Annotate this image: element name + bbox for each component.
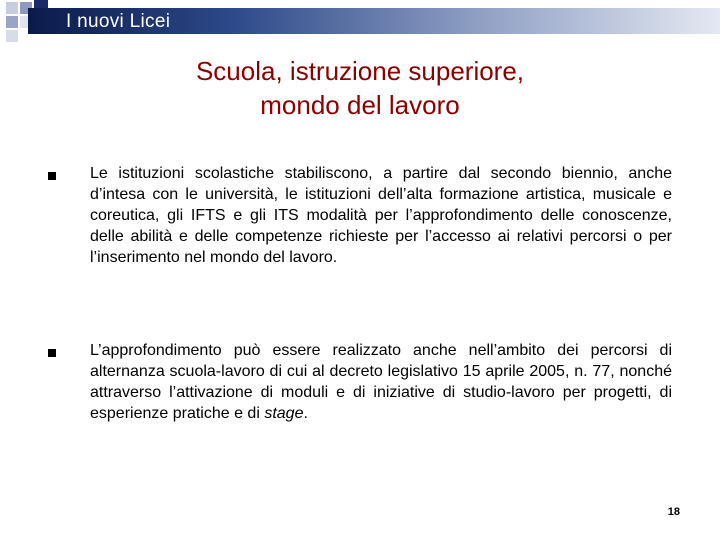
header-title: I nuovi Licei (66, 11, 171, 32)
page-number: 18 (667, 506, 680, 518)
bullet-item-2-italic: stage (264, 405, 304, 422)
bullet-item-2-text: L’approfondimento può essere realizzato anche nell’ambito dei percorsi di alternanza scuola-lavoro di cui al decreto legislativo 15 aprile 2005, n. 77, nonché attraverso l’attivazione di moduli e di iniziative di studio-lavoro per progetti, di esperienze pratiche e di (90, 342, 672, 422)
bullet-square-icon (48, 172, 56, 180)
bullet-square-icon (48, 349, 56, 357)
bullet-item-2 (90, 340, 672, 424)
slide-title-line-1: Scuola, istruzione superiore, (195, 56, 525, 86)
bullet-item-1: Le istituzioni scolastiche stabiliscono, a partire dal secondo biennio, anche d’intesa con le università, le istituzioni dell’alta formazione artistica, musicale e coreutica, gli IFTS e gli ITS modalità per l’approfondimento delle conoscenze, delle abilità e delle competenze richieste per l’accesso ai relativi percorsi o per l’inserimento nel mondo del lavoro. (90, 165, 672, 266)
slide-title-line-2: mondo del lavoro (260, 90, 460, 120)
bullet-item-2-end: . (303, 405, 308, 422)
slide-title (60, 54, 660, 122)
